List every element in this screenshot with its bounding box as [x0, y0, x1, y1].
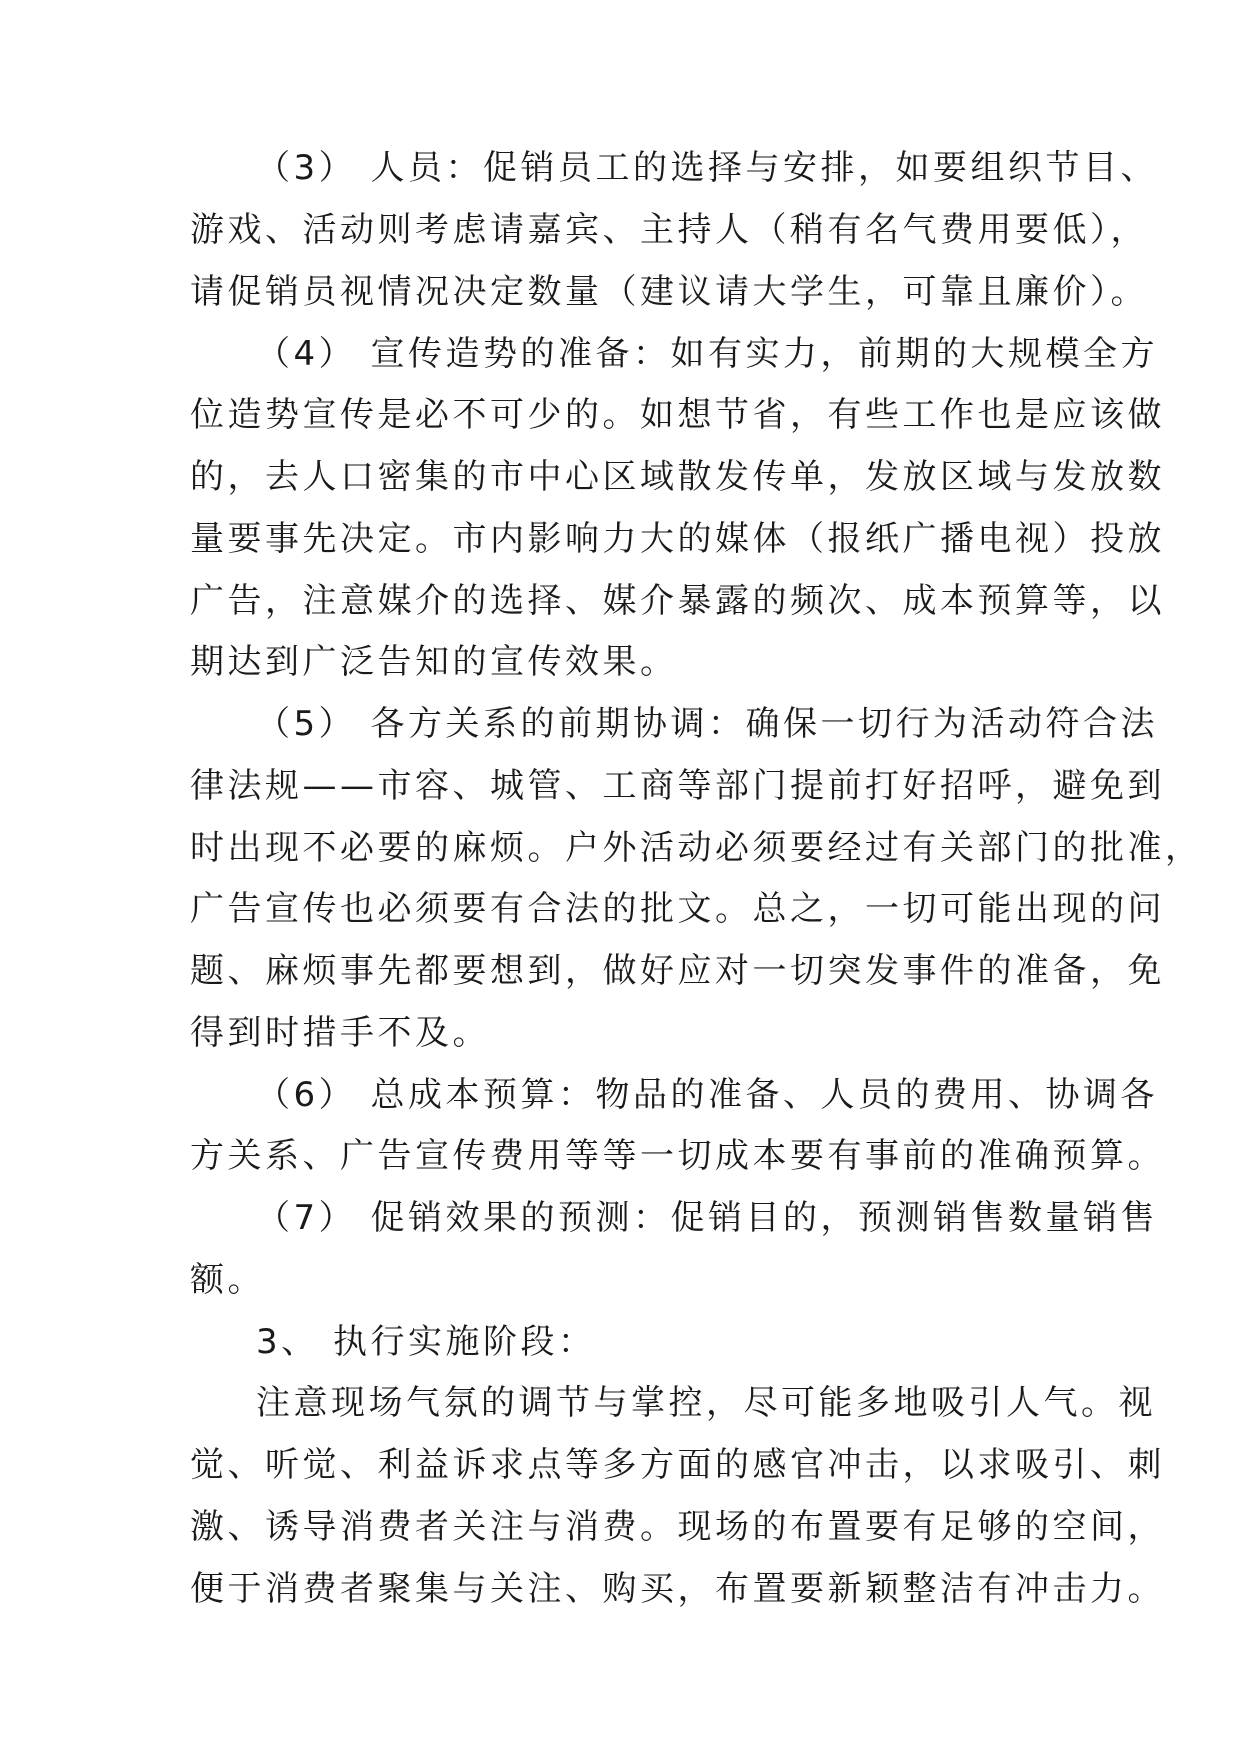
paragraph-5-line-6: 得到时措手不及。 [190, 1013, 490, 1053]
paragraph-5-line-5: 题、麻烦事先都要想到，做好应对一切突发事件的准备，免 [190, 951, 1165, 991]
paragraph-4-line-4: 量要事先决定。市内影响力大的媒体（报纸广播电视）投放 [190, 519, 1165, 559]
paragraph-4-line-3: 的，去人口密集的市中心区域散发传单，发放区域与发放数 [190, 457, 1165, 497]
section-heading: 3、 执行实施阶段： [256, 1322, 596, 1362]
paragraph-8-line-1: 注意现场气氛的调节与掌控，尽可能多地吸引人气。视 [256, 1383, 1156, 1423]
paragraph-3-line-3: 请促销员视情况决定数量（建议请大学生，可靠且廉价）。 [190, 272, 1148, 312]
paragraph-6-line-2: 方关系、广告宣传费用等等一切成本要有事前的准确预算。 [190, 1136, 1165, 1176]
paragraph-4-line-6: 期达到广泛告知的宣传效果。 [190, 642, 678, 682]
paragraph-8-line-4: 便于消费者聚集与关注、购买，布置要新颖整洁有冲击力。 [190, 1569, 1165, 1609]
paragraph-5-line-1: （5） 各方关系的前期协调：确保一切行为活动符合法 [256, 704, 1158, 744]
paragraph-5-line-4: 广告宣传也必须要有合法的批文。总之，一切可能出现的问 [190, 889, 1165, 929]
paragraph-5-line-3: 时出现不必要的麻烦。户外活动必须要经过有关部门的批准， [190, 828, 1203, 868]
paragraph-7-line-2: 额。 [190, 1260, 265, 1300]
paragraph-4-line-1: （4） 宣传造势的准备：如有实力，前期的大规模全方 [256, 334, 1158, 374]
paragraph-7-line-1: （7） 促销效果的预测：促销目的，预测销售数量销售 [256, 1198, 1158, 1238]
paragraph-5-line-2: 律法规——市容、城管、工商等部门提前打好招呼，避免到 [190, 766, 1165, 806]
paragraph-3-line-2: 游戏、活动则考虑请嘉宾、主持人（稍有名气费用要低）， [190, 210, 1148, 250]
paragraph-6-line-1: （6） 总成本预算：物品的准备、人员的费用、协调各 [256, 1075, 1158, 1115]
paragraph-4-line-5: 广告，注意媒介的选择、媒介暴露的频次、成本预算等，以 [190, 581, 1165, 621]
paragraph-4-line-2: 位造势宣传是必不可少的。如想节省，有些工作也是应该做 [190, 395, 1165, 435]
paragraph-3-line-1: （3） 人员：促销员工的选择与安排，如要组织节目、 [256, 148, 1158, 188]
paragraph-8-line-3: 激、诱导消费者关注与消费。现场的布置要有足够的空间， [190, 1507, 1165, 1547]
paragraph-8-line-2: 觉、听觉、利益诉求点等多方面的感官冲击，以求吸引、刺 [190, 1445, 1165, 1485]
